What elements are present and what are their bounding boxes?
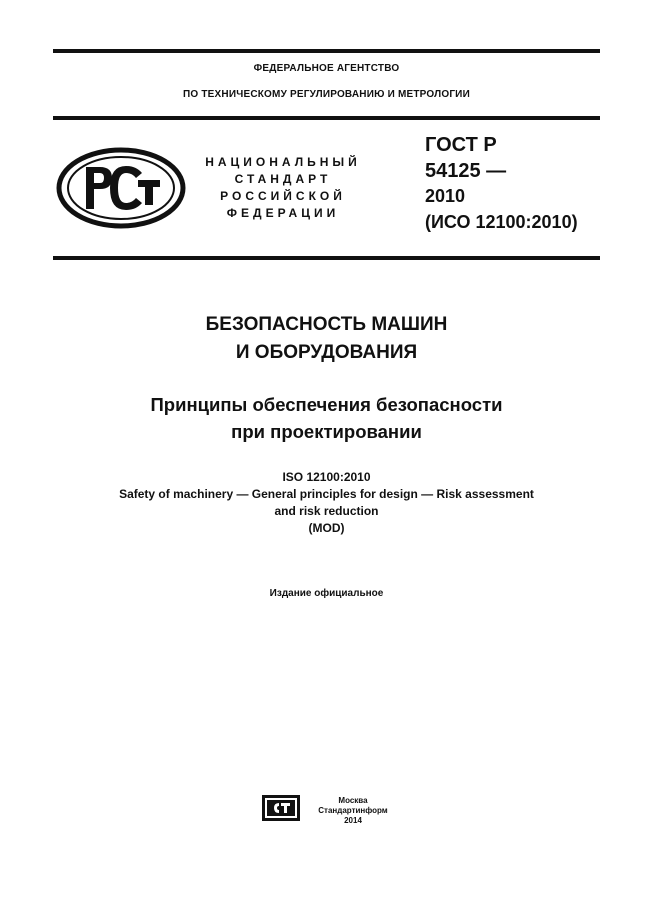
subtitle-line: Принципы обеспечения безопасности [150,394,503,415]
iso-title-line: and risk reduction [274,504,379,518]
header-rule [53,116,600,120]
top-rule [53,49,600,53]
title-line: И ОБОРУДОВАНИЯ [235,342,418,363]
publisher-info [300,796,406,826]
iso-title-line: Safety of machinery — General principles for design — Risk assessment [119,487,534,501]
national-line: НАЦИОНАЛЬНЫЙ [205,155,361,169]
standartinform-logo-icon [262,795,300,821]
iso-modification: (MOD) [308,521,345,535]
national-line: СТАНДАРТ [234,172,332,186]
title-line: БЕЗОПАСНОСТЬ МАШИН [205,314,448,335]
publisher-name: Стандартинформ [318,806,388,815]
publisher-year: 2014 [344,816,362,825]
edition-label: Издание официальное [269,588,384,599]
subtitle-line: при проектировании [231,421,422,442]
standard-rule [53,256,600,260]
publisher-city: Москва [338,796,368,805]
document-title [53,311,600,367]
national-line: РОССИЙСКОЙ [220,189,346,203]
document-subtitle [53,391,600,445]
iso-reference [53,469,600,537]
designation-line: 2010 [425,186,466,206]
designation-line: ГОСТ Р [425,134,497,156]
iso-code: ISO 12100:2010 [282,470,371,484]
designation-line: 54125 — [425,159,507,182]
agency-line-2: ПО ТЕХНИЧЕСКОМУ РЕГУЛИРОВАНИЮ И МЕТРОЛОГИИ [183,89,470,100]
national-standard-label [186,154,380,222]
national-line: ФЕДЕРАЦИИ [226,206,340,220]
agency-line-1: ФЕДЕРАЛЬНОЕ АГЕНТСТВО [253,63,400,74]
emblem-letters: РСТ [56,147,58,148]
rst-emblem-icon [56,147,186,229]
standard-designation [425,133,578,235]
designation-line: (ИСО 12100:2010) [425,211,578,232]
